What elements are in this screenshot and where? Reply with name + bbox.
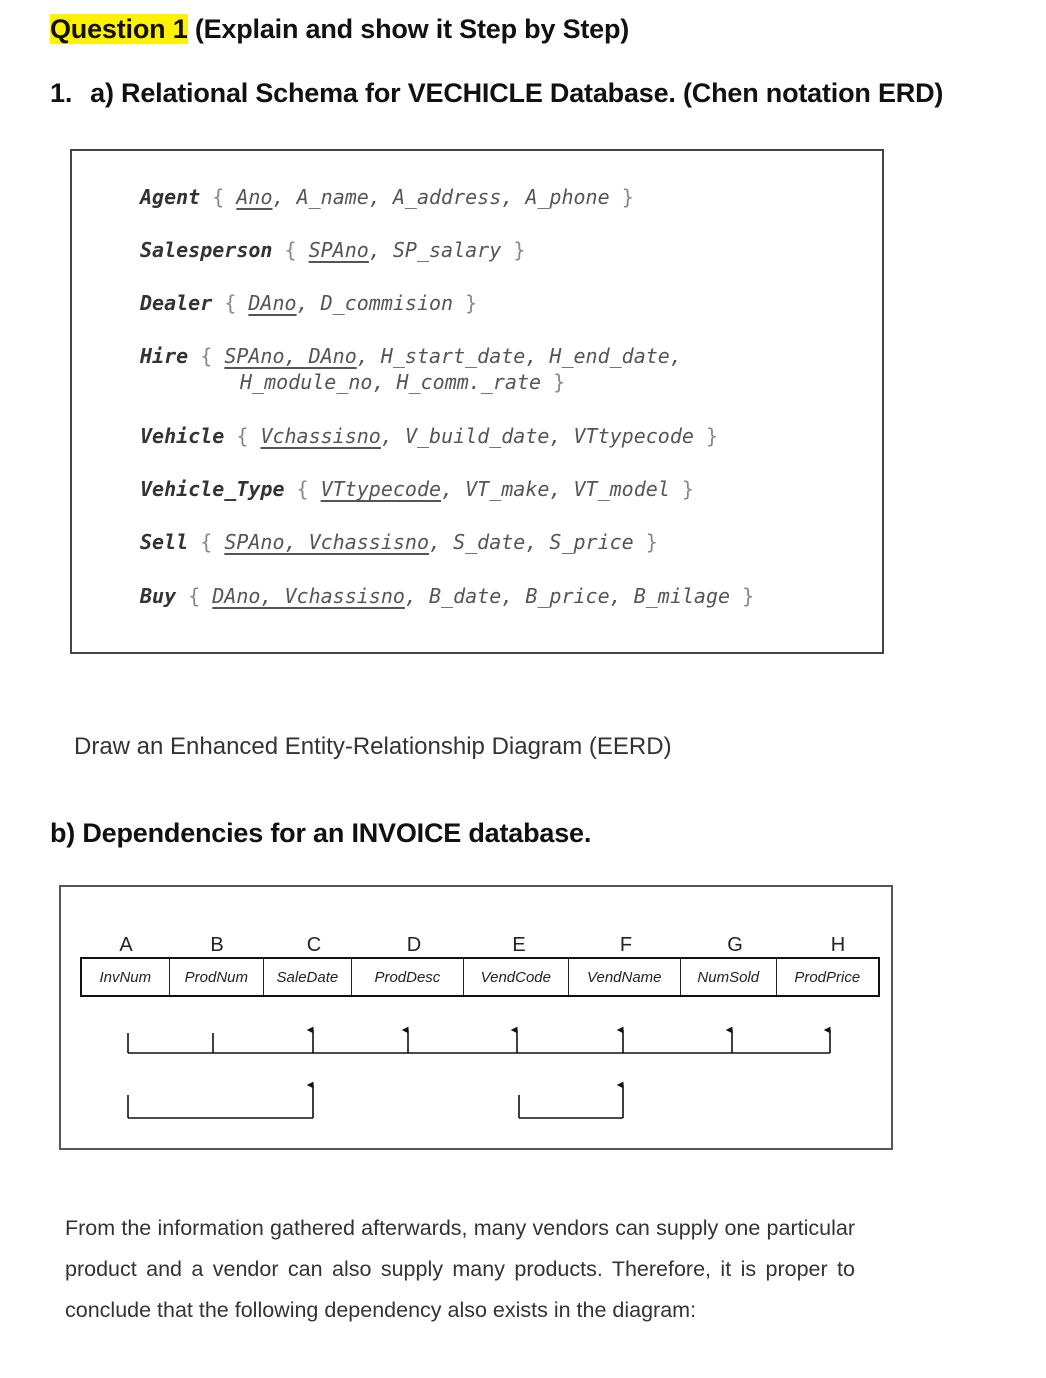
attr-cell-prodprice: ProdPrice [794,968,861,986]
schema-relation-vehicle: Vehicle { Vchassisno, V_build_date, VTtypecode } [140,424,719,448]
attr-cell-invnum: InvNum [82,959,170,995]
column-letter-e: E [512,934,526,956]
attr-cell-vendname: VendName [569,959,681,995]
attr-cell-vendcode: VendCode [464,959,568,995]
schema-relation-hire-line2: H_module_no, H_comm._rate } [240,370,566,394]
column-letter-a: A [119,934,133,956]
part-b-heading: b) Dependencies for an INVOICE database. [50,818,592,848]
paragraph-text: From the information gathered afterwards, many vendors can supply one particular product and a vendor can also supply many products. Therefore, it is proper to conclude that the following dependency also exists in the diagram: [65,1216,855,1322]
partial-dependency-arrow [128,1085,313,1118]
attr-cell-proddesc: ProdDesc [352,959,464,995]
schema-relation-dealer: Dealer { DAno, D_commision } [140,291,478,315]
schema-relation-hire: Hire { SPAno, DAno, H_start_date, H_end_date, [140,344,682,368]
schema-relation-buy: Buy { DAno, Vchassisno, B_date, B_price, B_milage } [140,584,755,608]
column-letter-g: G [727,934,743,956]
column-letter-f: F [619,934,633,956]
part-a-title: a) Relational Schema for VECHICLE Database. (Chen notation ERD) [90,78,944,108]
part-a-number: 1. [50,78,73,108]
full-dependency-arrows [128,1030,830,1053]
transitive-dependency-arrow [519,1085,623,1118]
schema-relation-sell: Sell { SPAno, Vchassisno, S_date, S_price } [140,530,658,554]
question-label: Question 1 [50,14,188,44]
schema-relation-vehicle-type: Vehicle_Type { VTtypecode, VT_make, VT_model } [140,477,694,501]
question-subtitle: (Explain and show it Step by Step) [187,14,630,44]
attr-cell-prodnum: ProdNum [170,959,265,995]
attr-cell-saledate: SaleDate [264,959,352,995]
eerd-instruction: Draw an Enhanced Entity-Relationship Diagram (EERD) [74,733,672,760]
schema-relation-agent: Agent { Ano, A_name, A_address, A_phone } [140,185,634,209]
schema-relation-salesperson: Salesperson { SPAno, SP_salary } [140,238,526,262]
attr-cell-numsold: NumSold [681,959,777,995]
column-letter-h: H [830,934,846,956]
column-letter-b: B [210,934,224,956]
column-letter-c: C [306,934,322,956]
column-letter-d: D [406,934,422,956]
